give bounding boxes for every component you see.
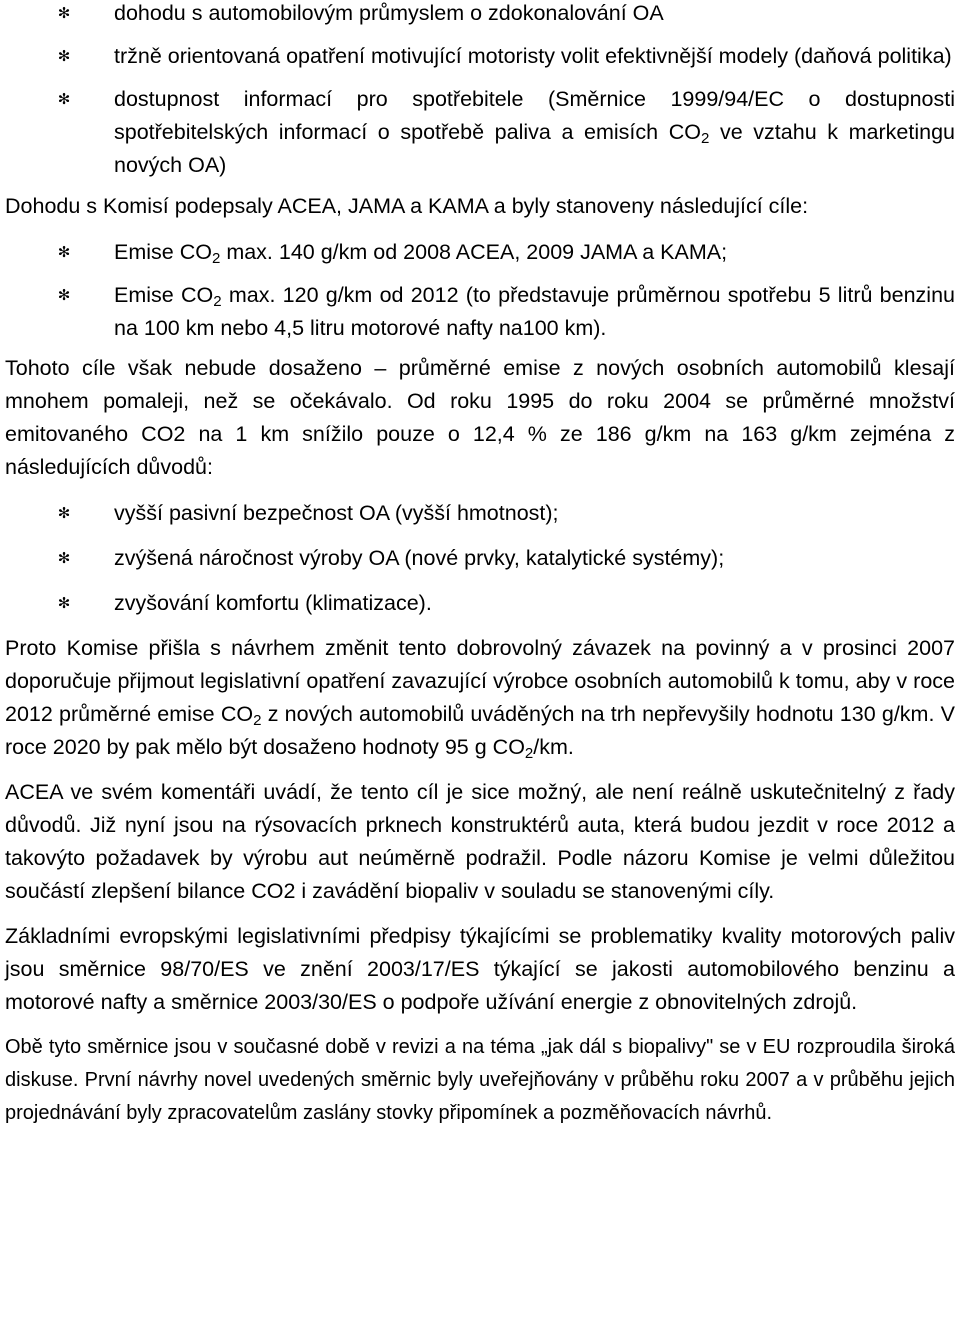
commission-goals-paragraph: Dohodu s Komisí podepsaly ACEA, JAMA a KAMA a byly stanoveny následující cíle: <box>5 194 809 218</box>
goals-bullet-list <box>5 236 955 345</box>
asterisk-bullet-icon: ✻ <box>57 594 71 612</box>
list-item <box>5 236 955 269</box>
asterisk-bullet-icon: ✻ <box>57 549 71 567</box>
list-item-text: tržně orientovaná opatření motivující motoristy volit efektivnější modely (daňová politika) <box>114 44 952 68</box>
acea-comment-paragraph: ACEA ve svém komentáři uvádí, že tento cíl je sice možný, ale není reálně uskutečnitelný z řady důvodů. Již nyní jsou na rýsovacích prknech konstruktérů auta, která budou jezdit v roce 2012 a takovýto požadavek by výrobu aut neúměrně podražil. Podle názoru Komise je velmi důležitou součástí zlepšení bilance CO2 i zavádění biopaliv v souladu se stanovenými cíly. <box>5 780 955 903</box>
list-item-text: zvyšování komfortu (klimatizace). <box>114 591 432 615</box>
asterisk-bullet-icon: ✻ <box>57 504 71 522</box>
list-item-text: vyšší pasivní bezpečnost OA (vyšší hmotnost); <box>114 501 559 525</box>
fuel-directives-paragraph: Základními evropskými legislativními předpisy týkajícími se problematiky kvality motorových paliv jsou směrnice 98/70/ES ve znění 2003/17/ES týkající se jakosti automobilového benzinu a motorové nafty a směrnice 2003/30/ES o podpoře užívání energie z obnovitelných zdrojů. <box>5 924 955 1014</box>
list-item <box>5 83 955 182</box>
list-item-text: Emise $CO_2$ max. 120 g/km od 2012 (to představuje průměrnou spotřebu 5 litrů benzinu na 100 km nebo 4,5 litru motorové nafty na100 km). <box>114 283 955 340</box>
list-item <box>5 279 955 345</box>
list-item-text: zvýšená náročnost výroby OA (nové prvky, katalytické systémy); <box>114 546 725 570</box>
list-item <box>5 587 955 620</box>
asterisk-bullet-icon: ✻ <box>57 47 71 65</box>
asterisk-bullet-icon: ✻ <box>57 286 71 304</box>
list-item <box>5 40 955 73</box>
list-item <box>5 497 955 530</box>
asterisk-bullet-icon: ✻ <box>57 243 71 261</box>
asterisk-bullet-icon: ✻ <box>57 90 71 108</box>
asterisk-bullet-icon: ✻ <box>57 4 71 22</box>
list-item <box>5 0 955 30</box>
directives-revision-paragraph: Obě tyto směrnice jsou v současné době v revizi a na téma „jak dál s biopalivy" se v EU rozproudila široká diskuse. První návrhy novel uvedených směrnic byly uveřejňovány v průběhu roku 2007 a v průběhu jejich projednávání byly zpracovatelům zaslány stovky připomínek a pozměňovacích návrhů. <box>5 1036 955 1124</box>
list-item-text: dostupnost informací pro spotřebitele (Směrnice 1999/94/EC o dostupnosti spotřebitelských informací o spotřebě paliva a emisích $CO_2$ ve vztahu k marketingu nových OA) <box>114 87 955 177</box>
list-item-text: Emise $CO_2$ max. 140 g/km od 2008 ACEA, 2009 JAMA a KAMA; <box>114 240 728 267</box>
commission-proposal-paragraph: Proto Komise přišla s návrhem změnit tento dobrovolný závazek na povinný a v prosinci 2007 doporučuje přijmout legislativní opatření zavazující výrobce osobních automobilů k tomu, aby v roce 2012 průměrné emise $CO_2$ z nových automobilů uváděných na trh nepřevyšily hodnotu 130 g/km. V roce 2020 by pak mělo být dosaženo hodnoty 95 g $CO_2/km$. <box>5 636 955 762</box>
measures-bullet-list <box>5 0 955 182</box>
target-not-achieved-paragraph: Tohoto cíle však nebude dosaženo – průměrné emise z nových osobních automobilů klesají mnohem pomaleji, než se očekávalo. Od roku 1995 do roku 2004 se průměrné množství emitovaného CO2 na 1 km snížilo pouze o 12,4 % ze 186 g/km na 163 g/km zejména z následujících důvodů: <box>5 356 955 479</box>
list-item <box>5 542 955 575</box>
document-page <box>5 0 955 1130</box>
list-item-text: dohodu s automobilovým průmyslem o zdokonalování OA <box>114 1 664 25</box>
reasons-bullet-list <box>5 497 955 620</box>
